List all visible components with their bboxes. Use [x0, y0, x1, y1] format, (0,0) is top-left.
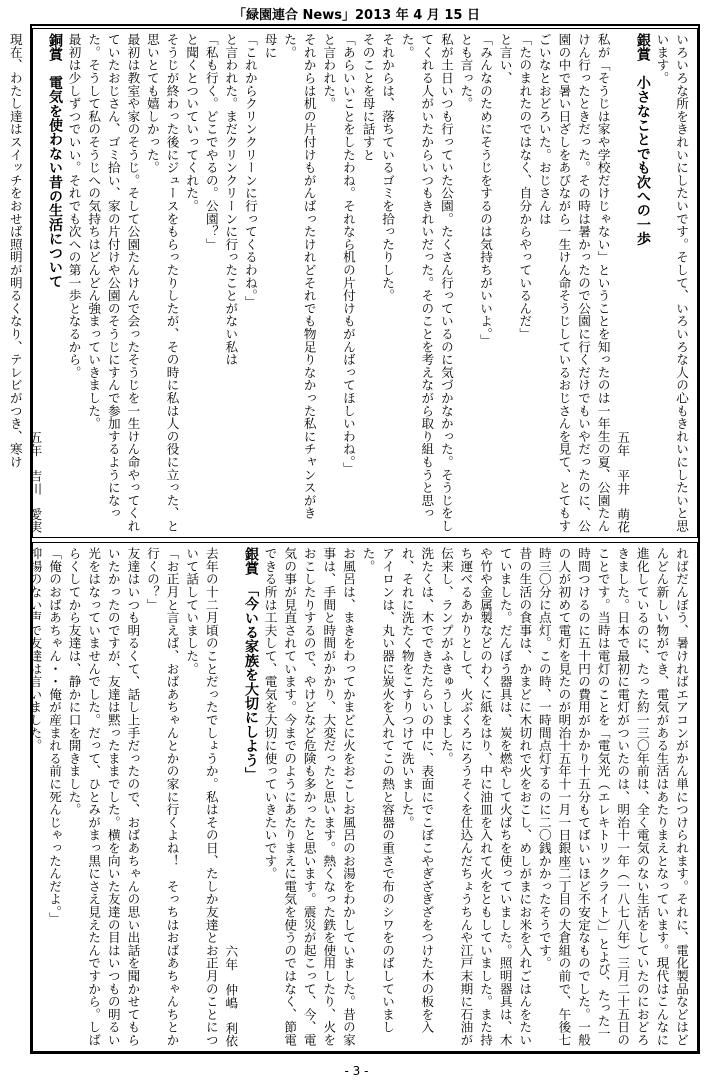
essay-title: 銀賞 「今いる家族を大切にしよう」: [242, 547, 259, 782]
bottom-panel: [27, 542, 698, 1052]
essay-paragraph: いろいろな所をきれいにしたいです。そして、いろいろな人の心もきれいにしたいと思います。: [654, 33, 689, 533]
top-vertical-text: [7, 33, 691, 533]
essay-paragraph: と聞くとついていってくれた。: [184, 33, 200, 213]
essay-paragraph: 「たのまれたのではなく、自分からやっているんだ」: [517, 33, 533, 341]
essay-paragraph: と言われた。まだクリンクリーンに行ったことがない私は: [223, 33, 239, 366]
essay-paragraph: 最初は少しずつでいい。それでも次への第一歩となるから。: [66, 33, 82, 379]
essay-title: 銅賞 電気を使わない昔の生活について: [47, 33, 63, 289]
essay-paragraph: 「あらいいことをしたわね。それなら机の片付けもがんばってほしいわね。」: [340, 33, 356, 475]
essay-paragraph: 「これからクリンクリーンに行ってくるわね。」: [242, 33, 258, 309]
essay-paragraph: 「俺のおばあちゃん・・俺が産まれる前に死んじゃったんだよ。」: [47, 547, 62, 925]
essay-paragraph: と言われた。: [321, 33, 337, 110]
essay-paragraph: 私が土日いつも行っていた公園。たくさん行っているのに気づかなかった。そうじをしてくれる人がいたからいつもきれいだった。そのことを考えながら取り組もうと思った。: [399, 33, 454, 533]
essay-paragraph: 最初は教室や家のそうじ。そして公園たんけんで会ったそうじを一生けん命やってくれていたおじさん、ゴミ拾い、家の片付けや公園のそうじにすんで参加するようになった。そうして私のそうじへの気持ちはどんどん強まっていきました。: [86, 33, 141, 533]
essay-paragraph: 友達はいつも明るくて、話し上手だったので、おばあちゃんの思い出話を聞かせてもらいたかったのですが、友達は黙ったままでした。横を向いた友達の目はいつもの明るい光をはなっていませんでした。だって、ひとみがまっ黒にさえ見えたんですから。しばらくしてから友達は、静かに口を開きました。: [66, 547, 141, 1047]
essay-paragraph: 抑揚のない声で友達は言いました。: [27, 547, 43, 752]
essay-paragraph: 私が「そうじは家や学校だけじゃない」ということを知ったのは一年生の夏、公園たんけん行ったときだった。その時は暑かったので公園に行くだけでもいやだったのに、公園の中で暑い日ざしをあびながら一生けん命そうじしているおじさんを見て、とてもすごいなとおどろいた。おじさんは: [536, 33, 611, 533]
essay-paragraph: 母に: [262, 33, 278, 59]
essay-paragraph: それからは机の片付けもがんばったけれどそれでも物足りなかった私にチャンスがきた。: [282, 33, 317, 520]
essay-paragraph: 「みんなのためにそうじをするのは気持ちがいいよ。」: [478, 33, 494, 347]
page-number: - 3 -: [344, 1064, 369, 1078]
essay-author: 五年 平井 萌花: [615, 430, 631, 533]
essay-paragraph: そのことを母に話すと: [360, 33, 376, 161]
essay-title: 銀賞 小さなことでも次への一歩: [634, 33, 651, 246]
essay-paragraph: と言い、: [497, 33, 513, 85]
newsletter-header: 「緑園連合 News」2013 年 4 月 15 日: [233, 8, 480, 23]
essay-author: 五年 吉川 愛実: [27, 430, 43, 533]
essay-paragraph: 昔の生活の食事は、かまどに木切れで火をおこし、めしがまにお米を入れごはんをたいていました。だんぼう器具は、炭を燃やして火ばちを使っていました。照明器具は、木や竹や金属製などのわくに紙をはり、中に油皿を入れて火をともしていました。また持ち運べるあかりとして、火ぶくろにろうそくを仕込んだちょうちんや江戸末期に石油が伝来し、ランプがふきゅうしました。: [438, 547, 533, 1047]
essay-paragraph: とも言った。: [458, 33, 474, 110]
top-panel: [7, 28, 698, 538]
essay-paragraph: 去年の十二月頃のことだったでしょうか。私はその日、たしか友達とお正月のことについて話していました。: [184, 547, 219, 1047]
essay-author: 六年 仲嶋 利依: [223, 944, 239, 1047]
essay-paragraph: 「お正月と言えば、おばあちゃんとかの家に行くよね！ そっちはおばあちゃんちとか行くの？」: [144, 547, 180, 1047]
essay-paragraph: それからは、落ちているゴミを拾ったりした。: [380, 33, 396, 302]
essay-paragraph: ればだんぼう、暑ければエアコンがかん単につけられます。それに、電化製品などはどんどん新しい物ができ、電気がある生活はあたりまえとなっています。現代はこんなに進化しているのに、たった約一三〇年前は、全く電気のない生活をしていたのにおどろきました。日本で最初に電灯がついたのは、明治十一年（一八七八年）三月二十五日のことです。当時は電灯のことを「電気光（エレキトリックライト）」とよび、たった一時間つけるのに五十円の費用がかかり十五分もてばいいほど不安定なものでした。一般の人が初めて電灯を見たのが明治十五年十一月一日銀座二丁目の大倉組の前で、午後七時三〇分に点灯。この時、一時間点灯するのに二〇銭かかったそうです。: [536, 547, 689, 1047]
essay-paragraph: お風呂は、まきをわってかまどに火をおこしお風呂のお湯をわかしていました。昔の家事は、手間と時間がかかり、大変だったと思います。熱くなった鉄を使用したり、火をおこしたりするので、やけどなど危険も多かったと思います。震災が起こって、今、電気の事が見直されています。今までのようにあたりまえに電気を使うのではなく、節電できる所は工夫して、電気を大切に使っていきたいです。: [262, 547, 356, 1047]
essay-paragraph: 現在、わたし達はスイッチをおせば照明が明るくなり、テレビがつき、寒け: [7, 33, 23, 469]
essay-paragraph: 「私も行く。どこでやるの。公園？」: [203, 33, 219, 251]
essay-paragraph: そうじが終わった後にジュースをもらったりしたが、その時に私は人の役に立った、と思いとても嬉しかった。: [144, 33, 180, 533]
page-frame: [7, 24, 700, 1054]
essay-paragraph: アイロンは、丸い器に炭火を入れてこの熱と容器の重さで布のシワをのばしていました。: [360, 547, 396, 1034]
bottom-vertical-text: [27, 547, 691, 1047]
essay-paragraph: 洗たくは、木でできたたらいの中に、表面にでこぼこやぎざぎざをつけた木の板を入れ、それに洗たく物をこすりつけて洗いました。: [399, 547, 435, 1034]
